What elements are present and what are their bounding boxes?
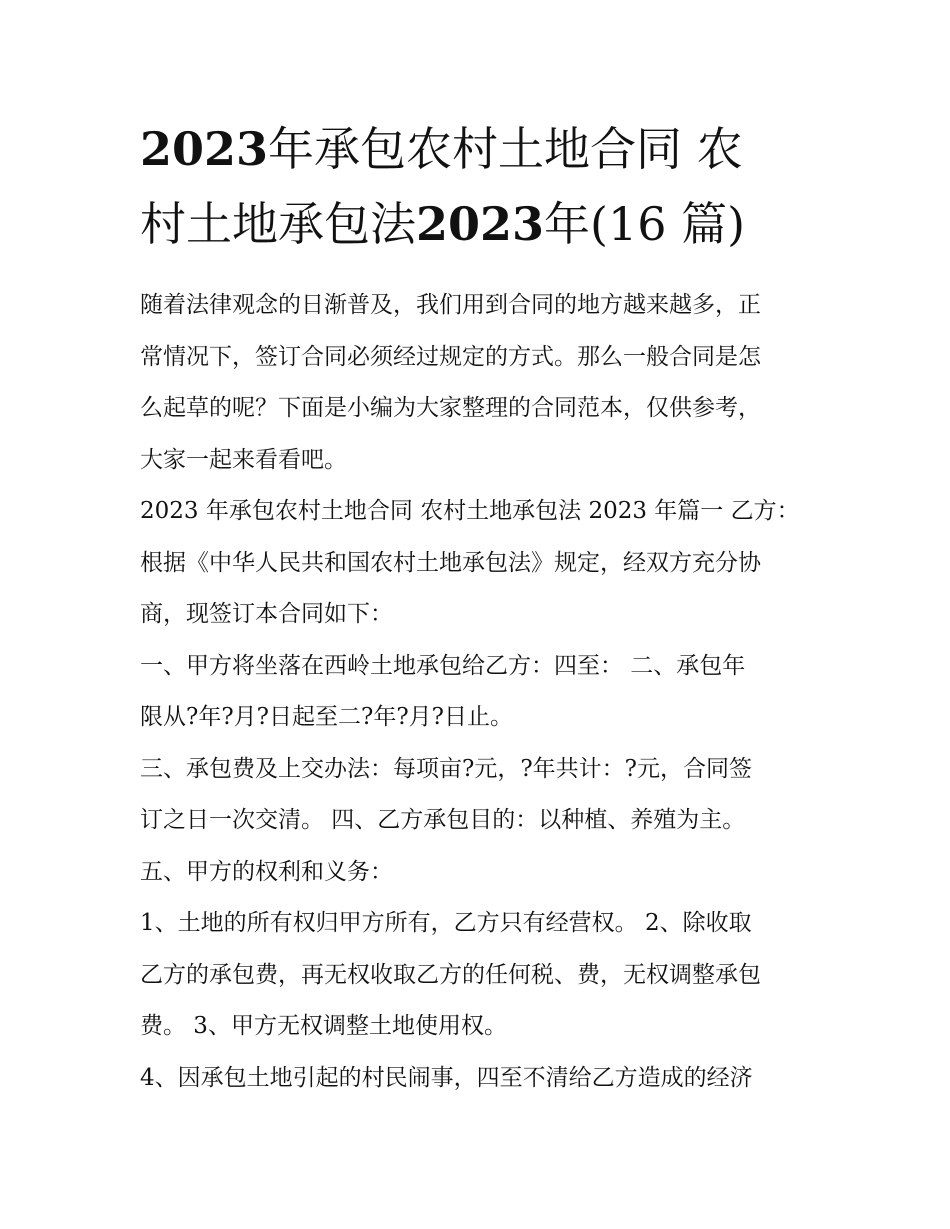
title-text: 村土地承包法 [140,197,416,251]
text-line: 大家一起来看看吧。 [140,446,347,473]
document-title [140,112,812,262]
text-line: 根据《中华人民共和国农村土地承包法》规定，经双方充分协 [140,549,761,576]
clause-paragraph [140,1053,812,1105]
document-body [140,280,812,1104]
text-line: 费。 3、甲方无权调整土地使用权。 [140,1013,507,1039]
title-text: 年承包农村土地合同 农 [268,122,743,176]
title-line [140,112,812,187]
title-text: 年(16 篇) [544,197,746,251]
text-line: 一、甲方将坐落在西岭土地承包给乙方：四至： 二、承包年 [140,652,746,679]
text-line: 五、甲方的权利和义务： [140,858,393,885]
clause-paragraph [140,744,812,847]
text-line: 商，现签订本合同如下： [140,601,393,627]
text-line: 订之日一次交清。 四、乙方承包目的：以种植、养殖为主。 [140,807,746,833]
document-content [140,112,812,1104]
contract-header-paragraph [140,486,812,641]
title-year: 2023 [416,197,545,251]
title-year: 2023 [140,122,269,176]
clause-paragraph [140,847,812,899]
text-line: 乙方的承包费，再无权收取乙方的任何税、费，无权调整承包 [140,961,761,988]
text-line: 随着法律观念的日渐普及，我们用到合同的地方越来越多，正 [140,292,761,318]
text-line: 2023 年承包农村土地合同 农村土地承包法 2023 年篇一 乙方： [140,498,800,524]
title-line [140,187,812,262]
clause-paragraph [140,641,812,744]
text-line: 1、土地的所有权归甲方所有，乙方只有经营权。 2、除收取 [140,910,752,936]
clause-paragraph [140,898,812,1053]
text-line: 限从?年?月?日起至二?年?月?日止。 [140,704,513,730]
intro-paragraph [140,280,812,486]
text-line: 4、因承包土地引起的村民闹事，四至不清给乙方造成的经济 [140,1064,753,1091]
text-line: 么起草的呢？下面是小编为大家整理的合同范本，仅供参考， [140,395,761,421]
text-line: 常情况下，签订合同必须经过规定的方式。那么一般合同是怎 [140,343,761,370]
text-line: 三、承包费及上交办法：每项亩?元，?年共计：?元，合同签 [140,755,752,782]
